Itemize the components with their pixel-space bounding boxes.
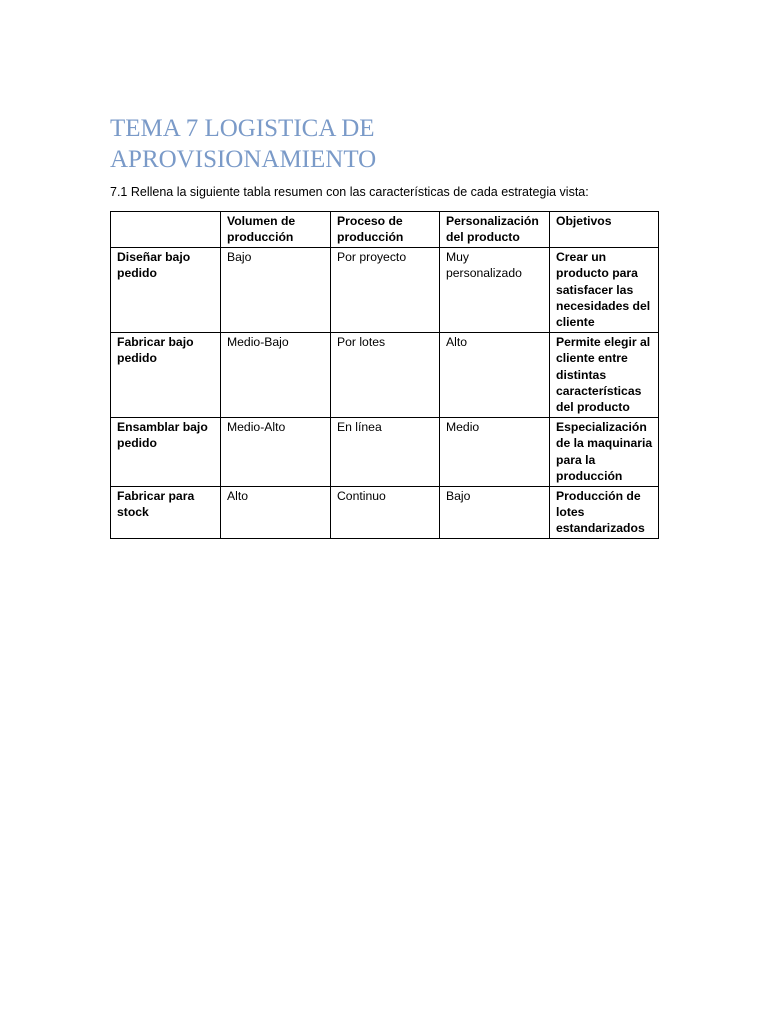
table-row <box>111 486 659 538</box>
volume-cell: Medio-Bajo <box>221 332 331 417</box>
personalization-cell: Alto <box>440 332 550 417</box>
objective-cell: Producción de lotes estandarizados <box>550 486 659 538</box>
strategy-cell: Ensamblar bajo pedido <box>111 417 221 486</box>
table-row <box>111 417 659 486</box>
header-cell-personalization: Personalización del producto <box>440 212 550 248</box>
objective-cell: Permite elegir al cliente entre distintas características del producto <box>550 332 659 417</box>
table-header-row <box>111 212 659 248</box>
personalization-cell: Medio <box>440 417 550 486</box>
header-cell-objectives: Objetivos <box>550 212 659 248</box>
header-cell-empty <box>111 212 221 248</box>
objective-cell: Especialización de la maquinaria para la producción <box>550 417 659 486</box>
personalization-cell: Bajo <box>440 486 550 538</box>
process-cell: Continuo <box>331 486 440 538</box>
table-row <box>111 332 659 417</box>
volume-cell: Bajo <box>221 247 331 332</box>
process-cell: Por proyecto <box>331 247 440 332</box>
strategy-summary-table <box>110 211 659 539</box>
strategy-cell: Fabricar bajo pedido <box>111 332 221 417</box>
page-title <box>110 113 670 175</box>
volume-cell: Medio-Alto <box>221 417 331 486</box>
objective-cell: Crear un producto para satisfacer las necesidades del cliente <box>550 247 659 332</box>
table-row <box>111 247 659 332</box>
header-cell-volume: Volumen de producción <box>221 212 331 248</box>
process-cell: Por lotes <box>331 332 440 417</box>
page-title-line-2: APROVISIONAMIENTO <box>110 146 377 173</box>
strategy-cell: Fabricar para stock <box>111 486 221 538</box>
process-cell: En línea <box>331 417 440 486</box>
volume-cell: Alto <box>221 486 331 538</box>
strategy-cell: Diseñar bajo pedido <box>111 247 221 332</box>
personalization-cell: Muy personalizado <box>440 247 550 332</box>
header-cell-process: Proceso de producción <box>331 212 440 248</box>
page-title-line-1: TEMA 7 LOGISTICA DE <box>110 115 375 142</box>
instruction-text: 7.1 Rellena la siguiente tabla resumen con las características de cada estrategia vista: <box>110 185 589 199</box>
